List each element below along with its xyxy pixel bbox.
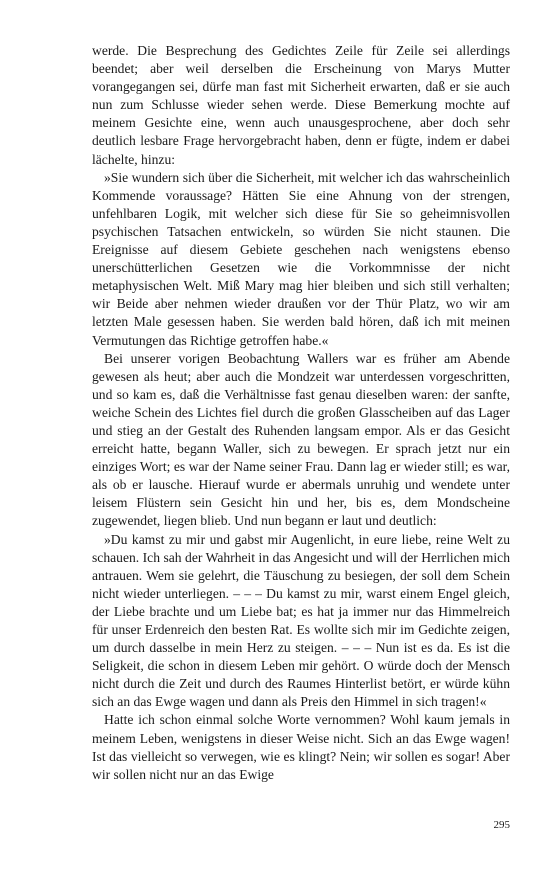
body-text: [92, 42, 510, 784]
page-number: 295: [493, 819, 510, 831]
paragraph-4: »Du kamst zu mir und gabst mir Augenlicht, in eure liebe, reine Welt zu schauen. Ich sah der Wahrheit in das Angesicht und will der Herrlichen mich antrauen. Wem sie gelehrt, die Täuschung zu besiegen, der soll dem Schein nicht wieder unterliegen. – – – Du kamst zu mir, warst einem Engel gleich, der Liebe brachte und um Liebe bat; es hat ja immer nur das Himmelreich für unser Erdenreich den besten Rat. Es wollte sich mir im Gedichte zeigen, um durch dasselbe in mein Herz zu steigen. – – – Nun ist es da. Es ist die Seligkeit, die schon in diesem Leben mir gehört. O würde doch der Mensch nicht durch die Zeit und durch des Raumes Hinterlist betört, er würde kühn sich an das Ewge wagen und dann als Preis den Himmel in sich tragen!«: [92, 531, 510, 710]
paragraph-3: Bei unserer vorigen Beobachtung Wallers war es früher am Abende gewesen als heut; aber auch die Mondzeit war unterdessen vorgeschritten, und so kam es, daß die Verhältnisse fast genau dieselben waren: der sanfte, weiche Schein des Lichtes fiel durch die großen Glasscheiben auf das Lager und stieg an der Gestalt des Ruhenden langsam empor. Als er das Gesicht erreicht hatte, begann Waller, sich zu bewegen. Er sprach jetzt nur ein einziges Wort; es war der Name seiner Frau. Dann lag er wieder still; es war, als ob er lausche. Hierauf wurde er abermals unruhig und wendete unter leisem Flüstern sein Gesicht hin und her, bis es, dem Mondscheine zugewendet, liegen blieb. Und nun begann er laut und deutlich:: [92, 350, 510, 529]
paragraph-1: werde. Die Besprechung des Gedichtes Zeile für Zeile sei allerdings beendet; aber weil derselben die Erscheinung von Marys Mutter vorangegangen sei, dürfe man fast mit Sicherheit erwarten, daß er sie auch nun zum Schlusse wieder sehen werde. Diese Bemerkung mochte auf meinem Gesichte eine, wenn auch unausgesprochene, aber doch sehr deutlich lesbare Frage hervorgebracht haben, denn er fügte, indem er dabei lächelte, hinzu:: [92, 43, 510, 167]
paragraph-2: »Sie wundern sich über die Sicherheit, mit welcher ich das wahrscheinlich Kommende voraussage? Hätten Sie eine Ahnung von der strengen, unfehlbaren Logik, mit welcher sich diese für Sie so geheimnisvollen psychischen Tatsachen entwickeln, so würden Sie nicht staunen. Die Ereignisse auf diesem Gebiete geschehen nach wenigstens ebenso unerschütterlichen Gesetzen wie die Vorkommnisse der nicht metaphysischen Welt. Miß Mary mag hier bleiben und sich still verhalten; wir Beide aber nehmen wieder draußen vor der Thür Platz, wo wir am letzten Male gesessen haben. Sie werden bald hören, daß ich mit meinen Vermutungen das Richtige getroffen habe.«: [92, 169, 510, 348]
paragraph-5: Hatte ich schon einmal solche Worte vernommen? Wohl kaum jemals in meinem Leben, wenigstens in dieser Weise nicht. Sich an das Ewge wagen! Ist das vielleicht so verwegen, wie es klingt? Nein; wir sollen es sogar! Aber wir sollen nicht nur an das Ewige: [92, 712, 510, 782]
